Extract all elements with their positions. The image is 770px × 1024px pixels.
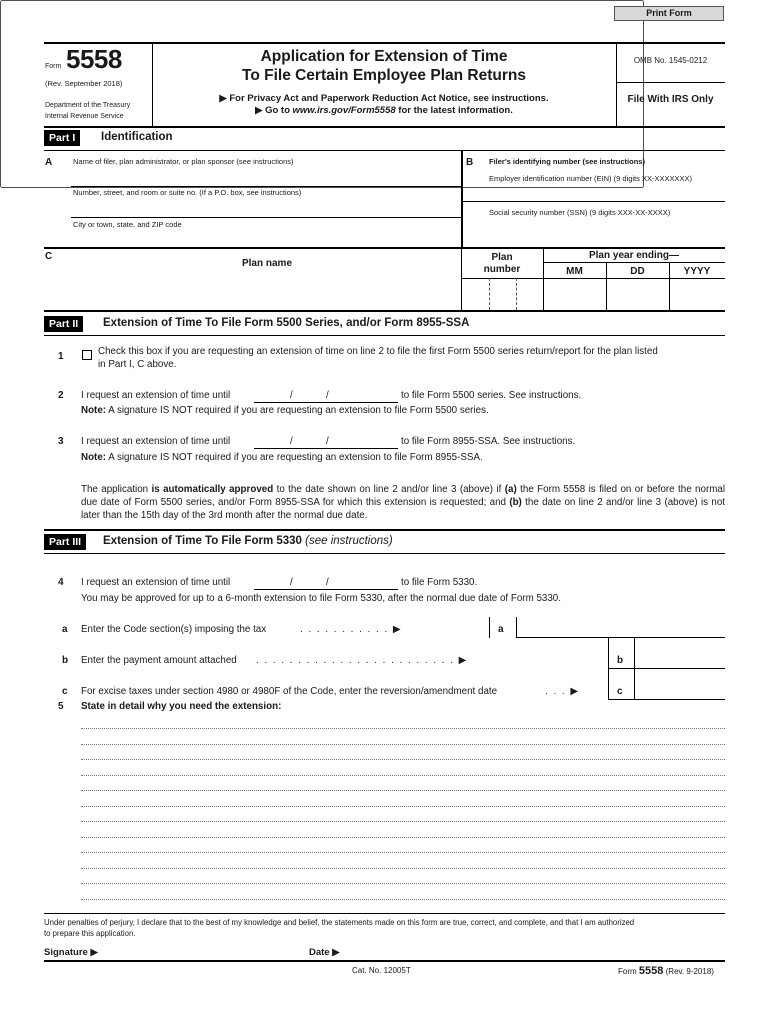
header-bottom-rule bbox=[44, 126, 725, 128]
line4a-box-divider bbox=[489, 617, 490, 638]
part3-title-italic: (see instructions) bbox=[301, 535, 393, 547]
reason-line bbox=[81, 852, 725, 853]
line3-note-bold: Note: bbox=[81, 452, 107, 463]
line3-prefix: I request an extension of time until bbox=[81, 436, 231, 447]
line2-note bbox=[81, 405, 489, 416]
reason-line bbox=[81, 775, 725, 776]
omb-divider bbox=[616, 82, 725, 83]
reason-line bbox=[81, 883, 725, 884]
reason-line bbox=[81, 744, 725, 745]
ein-input[interactable] bbox=[489, 185, 723, 199]
line4-suffix: to file Form 5330. bbox=[401, 577, 478, 588]
signature-date-input[interactable] bbox=[345, 944, 465, 958]
city-input[interactable] bbox=[73, 231, 458, 245]
line3-slash-1: / bbox=[290, 436, 293, 447]
line4a-box-right bbox=[516, 617, 517, 638]
section-a-letter: A bbox=[45, 157, 53, 168]
yyyy-header: YYYY bbox=[683, 266, 711, 277]
file-with-irs: File With IRS Only bbox=[627, 94, 714, 105]
plan-number-header-l1: Plan bbox=[491, 252, 513, 263]
plan-year-mm-input[interactable] bbox=[545, 284, 604, 304]
line4-date-underline bbox=[254, 589, 398, 590]
reason-line bbox=[81, 759, 725, 760]
auto-text-1: The application bbox=[81, 484, 152, 495]
signature-label: Signature ▶ bbox=[44, 947, 98, 958]
section-b-letter: B bbox=[466, 157, 474, 168]
plan-year-ending-header: Plan year ending— bbox=[588, 250, 680, 261]
line5-text: State in detail why you need the extension: bbox=[81, 701, 282, 712]
reason-line bbox=[81, 728, 725, 729]
dept-line2: Internal Revenue Service bbox=[45, 113, 124, 120]
line4c-text: For excise taxes under section 4980 or 4980F of the Code, enter the reversion/amendment date bbox=[81, 686, 498, 697]
line2-slash-2: / bbox=[326, 390, 329, 401]
form-title-line1: Application for Extension of Time bbox=[260, 48, 508, 65]
footer-form-word: Form bbox=[618, 967, 637, 976]
website-prefix: ▶ Go to bbox=[255, 105, 293, 116]
perjury-line2: to prepare this application. bbox=[44, 929, 136, 938]
line4c-letter: c bbox=[62, 686, 68, 697]
part1-label: Part I bbox=[44, 130, 80, 146]
website-suffix: for the latest information. bbox=[395, 105, 513, 116]
reason-line bbox=[81, 837, 725, 838]
part1-title: Identification bbox=[101, 131, 173, 143]
omb-number: OMB No. 1545-0212 bbox=[633, 56, 708, 65]
auto-a: (a) bbox=[504, 484, 517, 495]
irs-website-link[interactable]: www.irs.gov/Form5558 bbox=[292, 105, 396, 116]
line4c-underline bbox=[608, 699, 725, 700]
street-line bbox=[71, 217, 461, 218]
line2-note-bold: Note: bbox=[81, 405, 107, 416]
line4a-letter: a bbox=[62, 624, 68, 635]
line2-date-underline bbox=[254, 402, 398, 403]
line4a-underline bbox=[516, 637, 725, 638]
filer-id-title: Filer's identifying number (see instructions) bbox=[489, 157, 645, 166]
filer-name-line bbox=[71, 186, 461, 187]
mm-header: MM bbox=[566, 266, 583, 277]
line3-note-text: A signature IS NOT required if you are requesting an extension to file Form 8955-SSA. bbox=[106, 452, 483, 463]
part2-bottom-rule bbox=[44, 529, 725, 531]
line4b-underline bbox=[608, 668, 725, 669]
line4-slash-1: / bbox=[290, 577, 293, 588]
line2-number: 2 bbox=[58, 390, 64, 401]
line4-slash-2: / bbox=[326, 577, 329, 588]
part2-label: Part II bbox=[44, 316, 83, 332]
filer-name-label: Name of filer, plan administrator, or plan sponsor (see instructions) bbox=[73, 157, 294, 166]
plan-name-header: Plan name bbox=[241, 258, 293, 269]
filer-name-input[interactable] bbox=[73, 168, 458, 184]
auto-text-3: the Form 5558 is filed on or before the normal due date of Form 5500 series, and/or Form 8955-SSA for which this extension is requested; and bbox=[81, 484, 725, 508]
header-top-rule bbox=[44, 42, 725, 44]
catalog-number: Cat. No. 12005T bbox=[352, 966, 411, 975]
ssn-input[interactable] bbox=[489, 219, 723, 233]
line4bc-box-right bbox=[634, 638, 635, 700]
line3-suffix: to file Form 8955-SSA. See instructions. bbox=[401, 436, 576, 447]
line4c-box-letter: c bbox=[617, 686, 623, 697]
plan-number-input[interactable] bbox=[463, 284, 541, 304]
part3-title-text: Extension of Time To File Form 5330 bbox=[103, 535, 302, 547]
form-word: Form bbox=[45, 63, 62, 70]
website-instructions bbox=[152, 105, 616, 116]
plan-year-sub-rule bbox=[543, 262, 725, 263]
line3-slash-2: / bbox=[326, 436, 329, 447]
line4b-text: Enter the payment amount attached bbox=[81, 655, 237, 666]
line2-slash-1: / bbox=[290, 390, 293, 401]
line1-number: 1 bbox=[58, 351, 64, 362]
payment-amount-input[interactable] bbox=[637, 651, 723, 666]
street-input[interactable] bbox=[73, 199, 458, 215]
line4a-text: Enter the Code section(s) imposing the tax bbox=[81, 624, 267, 635]
part1-mid-rule bbox=[44, 247, 725, 249]
ein-label: Employer identification number (EIN) (9 digits XX-XXXXXXX) bbox=[489, 174, 692, 183]
reason-line bbox=[81, 821, 725, 822]
b-box-left-border bbox=[461, 150, 463, 248]
ssn-label: Social security number (SSN) (9 digits XXX-XX-XXXX) bbox=[489, 208, 671, 217]
ein-divider bbox=[461, 201, 725, 202]
part3-rule bbox=[44, 553, 725, 554]
line4b-letter: b bbox=[62, 655, 69, 666]
line4a-box-letter: a bbox=[498, 624, 504, 635]
line4-subtext: You may be approved for up to a 6-month extension to file Form 5330, after the normal due date of Form 5330. bbox=[81, 593, 561, 604]
street-label: Number, street, and room or suite no. (If a P.O. box, see instructions) bbox=[73, 188, 302, 197]
plan-number-header-l2: number bbox=[483, 264, 521, 275]
header-divider-right bbox=[616, 42, 617, 126]
part3-title bbox=[103, 535, 393, 547]
part3-label: Part III bbox=[44, 534, 86, 550]
line1-text-a: Check this box if you are requesting an extension of time on line 2 to file the first Form 5500 series return/report for the plan listed bbox=[98, 346, 658, 357]
part2-title: Extension of Time To File Form 5500 Series, and/or Form 8955-SSA bbox=[103, 317, 470, 329]
perjury-line1: Under penalties of perjury, I declare that to the best of my knowledge and belief, the statements made on this form are true, correct, and complete, and that I am authorized bbox=[44, 918, 635, 927]
section-c-letter: C bbox=[45, 251, 53, 262]
line2-prefix: I request an extension of time until bbox=[81, 390, 231, 401]
footer-form-number: 5558 bbox=[638, 965, 664, 977]
auto-approval-paragraph bbox=[81, 483, 725, 522]
reason-line bbox=[81, 790, 725, 791]
plan-name-input[interactable] bbox=[73, 284, 458, 304]
reason-line bbox=[81, 868, 725, 869]
code-sections-input[interactable] bbox=[519, 620, 723, 635]
auto-b: (b) bbox=[509, 497, 522, 508]
line4b-box-letter: b bbox=[617, 655, 624, 666]
first-return-checkbox[interactable] bbox=[82, 350, 92, 360]
line4bc-box-divider bbox=[608, 638, 609, 700]
line4c-dots: . . . ▶ bbox=[545, 686, 580, 697]
auto-text-4: the date on line 2 and/or line 3 (above) is not later than the 15th day of the 3rd month after the normal due date. bbox=[81, 497, 725, 521]
line5-number: 5 bbox=[58, 701, 64, 712]
perjury-top-rule bbox=[44, 913, 725, 914]
auto-bold: is automatically approved bbox=[151, 484, 274, 495]
plan-header-bottom-rule bbox=[461, 278, 725, 279]
footer-form-id bbox=[618, 965, 714, 977]
line2-suffix: to file Form 5500 series. See instructions. bbox=[401, 390, 582, 401]
revision-date: (Rev. September 2018) bbox=[45, 79, 123, 88]
footer-revision: (Rev. 9-2018) bbox=[665, 967, 714, 976]
dd-header: DD bbox=[630, 266, 645, 277]
form-title-line2: To File Certain Employee Plan Returns bbox=[242, 67, 526, 84]
reversion-date-input[interactable] bbox=[637, 682, 723, 697]
line3-date-underline bbox=[254, 448, 398, 449]
dept-line1: Department of the Treasury bbox=[45, 102, 131, 109]
line3-number: 3 bbox=[58, 436, 64, 447]
privacy-instructions: ▶ For Privacy Act and Paperwork Reduction Act Notice, see instructions. bbox=[219, 93, 549, 104]
part1-bottom-rule bbox=[44, 310, 725, 312]
plan-year-yyyy-input[interactable] bbox=[671, 284, 723, 304]
footer-rule bbox=[44, 960, 725, 962]
line4a-dots: . . . . . . . . . . . ▶ bbox=[300, 624, 402, 635]
city-label: City or town, state, and ZIP code bbox=[73, 220, 182, 229]
part2-rule bbox=[44, 335, 725, 336]
line4-number: 4 bbox=[58, 577, 64, 588]
line4-prefix: I request an extension of time until bbox=[81, 577, 231, 588]
line3-note bbox=[81, 452, 483, 463]
form-number: 5558 bbox=[66, 44, 122, 74]
line4b-dots: . . . . . . . . . . . . . . . . . . . . . . . . ▶ bbox=[256, 655, 468, 666]
plan-year-dd-input[interactable] bbox=[608, 284, 667, 304]
auto-text-2: to the date shown on line 2 and/or line 3 (above) if bbox=[273, 484, 505, 495]
signature-input[interactable] bbox=[108, 944, 298, 958]
part1-rule bbox=[44, 150, 725, 151]
date-label: Date ▶ bbox=[309, 947, 340, 958]
line2-note-text: A signature IS NOT required if you are requesting an extension to file Form 5500 series. bbox=[106, 405, 489, 416]
reason-line bbox=[81, 806, 725, 807]
reason-line bbox=[81, 899, 725, 900]
line1-text-b: in Part I, C above. bbox=[98, 359, 177, 370]
print-form-button[interactable]: Print Form bbox=[614, 6, 724, 21]
